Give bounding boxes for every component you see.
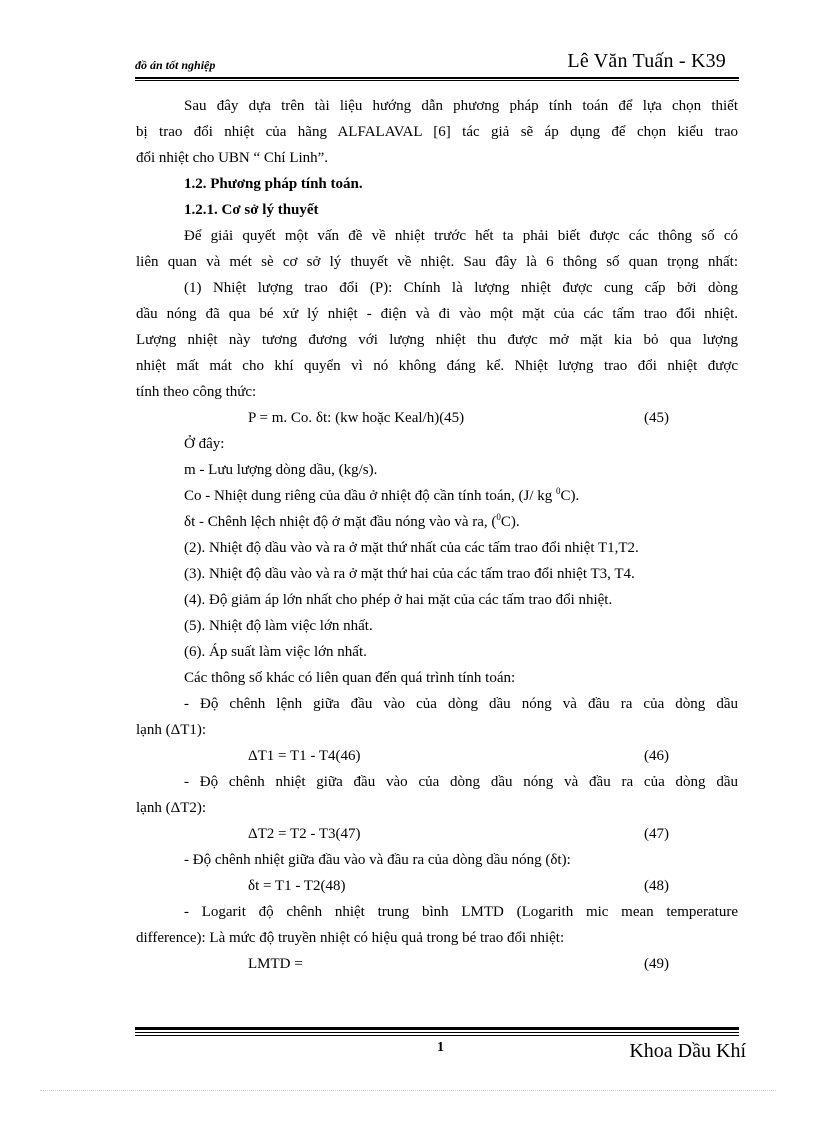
section-heading: 1.2. Phương pháp tính toán. [184, 176, 363, 192]
equation: ΔT1 = T1 - T4(46) [248, 748, 361, 764]
paragraph-line: - Logarit độ chênh nhiệt trung bình LMTD (Logarith mic mean temperature [184, 904, 738, 920]
equation-row [136, 873, 738, 899]
list-item: (2). Nhiệt độ dầu vào và ra ở mặt thứ nhất của các tấm trao đổi nhiệt T1,T2. [184, 540, 639, 556]
subsection-heading: 1.2.1. Cơ sở lý thuyết [184, 202, 319, 218]
definition-line: Co - Nhiệt dung riêng của dầu ở nhiệt độ cần tính toán, (J/ kg $^0$C). [184, 486, 580, 504]
equation-row [136, 405, 738, 431]
paragraph-line: nhiệt mất mát cho khí quyển vì nó không đáng kể. Nhiệt lượng trao đổi nhiệt được [136, 358, 738, 374]
paragraph-line: dầu nóng đã qua bé xử lý nhiệt - điện và đi vào một mặt của các tấm trao đổi nhiệt. [136, 306, 738, 322]
list-item: (4). Độ giảm áp lớn nhất cho phép ở hai mặt của các tấm trao đổi nhiệt. [184, 592, 613, 608]
equation-row [136, 743, 738, 769]
paragraph-line: Lượng nhiệt này tương đương với lượng nhiệt thu được mở mặt kia bỏ qua lượng [136, 332, 738, 348]
list-item: (5). Nhiệt độ làm việc lớn nhất. [184, 618, 373, 634]
paragraph-line: liên quan và mét sè cơ sở lý thuyết về nhiệt. Sau đây là 6 thông số quan trọng nhất: [136, 254, 738, 270]
header-rule-thin [135, 80, 739, 81]
paragraph-line: - Độ chênh lệnh giữa đầu vào của dòng dầu nóng và đầu ra của dòng dầu [184, 696, 738, 712]
equation-number: (49) [644, 956, 669, 972]
equation-number: (45) [644, 410, 669, 426]
equation-row [136, 951, 738, 977]
paragraph-line: lạnh (ΔT1): [136, 722, 207, 738]
paragraph-line: Sau đây dựa trên tài liệu hướng dẫn phương pháp tính toán để lựa chọn thiết [184, 98, 738, 114]
paragraph-line: bị trao đổi nhiệt của hãng ALFALAVAL [6] tác giả sẽ áp dụng để chọn kiểu trao [136, 124, 738, 140]
page-boundary [40, 1090, 776, 1091]
header-rule [135, 77, 739, 79]
paragraph-line: Để giải quyết một vấn đề về nhiệt trước hết ta phải biết được các thông số có [184, 228, 738, 244]
footer-rule [135, 1027, 739, 1030]
paragraph-line: Ở đây: [184, 436, 225, 452]
footer-department: Khoa Dầu Khí [629, 1040, 746, 1062]
equation-number: (47) [644, 826, 669, 842]
header-left-title: đồ án tốt nghiệp [135, 58, 216, 72]
equation: δt = T1 - T2(48) [248, 878, 346, 894]
document-body [136, 93, 738, 977]
definition-line: m - Lưu lượng dòng dầu, (kg/s). [184, 462, 378, 478]
list-item: (6). Áp suất làm việc lớn nhất. [184, 644, 367, 660]
header-author: Lê Văn Tuấn - K39 [567, 50, 726, 72]
equation: ΔT2 = T2 - T3(47) [248, 826, 361, 842]
paragraph-line: lạnh (ΔT2): [136, 800, 207, 816]
paragraph-line: tính theo công thức: [136, 384, 257, 400]
paragraph-line: Các thông số khác có liên quan đến quá trình tính toán: [184, 670, 516, 686]
equation-number: (48) [644, 878, 669, 894]
equation-row [136, 821, 738, 847]
equation-number: (46) [644, 748, 669, 764]
paragraph-line: - Độ chênh nhiệt giữa đầu vào và đầu ra của dòng dầu nóng (δt): [184, 852, 571, 868]
paragraph-line: (1) Nhiệt lượng trao đổi (P): Chính là lượng nhiệt được cung cấp bởi dòng [184, 280, 738, 296]
list-item: (3). Nhiệt độ dầu vào và ra ở mặt thứ hai của các tấm trao đổi nhiệt T3, T4. [184, 566, 635, 582]
page-number: 1 [437, 1040, 444, 1055]
paragraph-line: difference): Là mức độ truyền nhiệt có hiệu quả trong bé trao đổi nhiệt: [136, 930, 565, 946]
paragraph-line: đổi nhiệt cho UBN “ Chí Linh”. [136, 150, 329, 166]
equation: P = m. Co. δt: (kw hoặc Keal/h)(45) [248, 410, 465, 426]
paragraph-line: - Độ chênh nhiệt giữa đầu vào của dòng dầu nóng và đầu ra của dòng dầu [184, 774, 738, 790]
equation: LMTD = [248, 956, 303, 972]
definition-line: δt - Chênh lệch nhiệt độ ở mặt đầu nóng vào và ra, ($^0$C). [184, 512, 520, 530]
footer-rule-thin [135, 1032, 739, 1033]
footer-rule-thin [135, 1035, 739, 1036]
